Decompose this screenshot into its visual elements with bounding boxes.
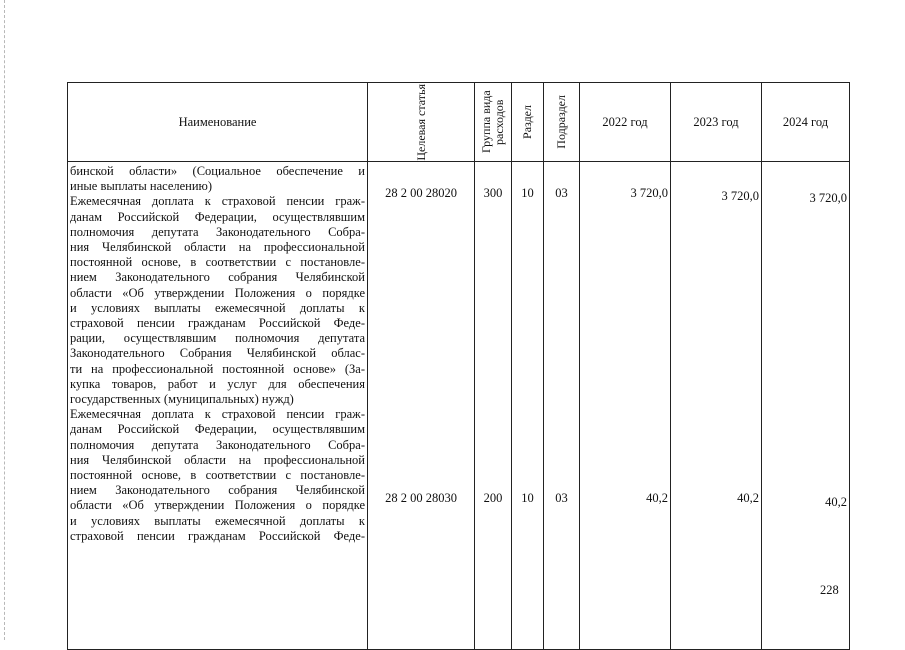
name-line: постоянной основе, в соответствии с постановле- (70, 255, 365, 270)
header-expense-group (475, 83, 512, 162)
name-line: рации, осуществлявшим полномочия депутата (70, 331, 365, 346)
name-text (70, 164, 365, 544)
row-1-subsection: 03 (555, 186, 568, 200)
row-2-section: 10 (521, 491, 534, 505)
header-expense-group-label: Группа вида расходов (479, 90, 506, 154)
name-line: и условиях выплаты ежемесячной доплаты к (70, 300, 365, 315)
name-line: области «Об утверждении Положения о порядке (70, 498, 365, 513)
name-line: нием Законодательного собрания Челябинской (70, 483, 365, 498)
page-number: 228 (820, 583, 839, 597)
table-header-row (68, 83, 850, 162)
row-1-year-2023: 3 720,0 (721, 189, 759, 203)
row-2-target-article: 28 2 00 28030 (385, 491, 457, 505)
name-line: страховой пенсии гражданам Российской Феде- (70, 316, 365, 331)
year-2023-cell (671, 162, 762, 650)
name-line: Ежемесячная доплата к страховой пенсии граж- (70, 407, 365, 422)
name-line: Законодательного Собрания Челябинской облас- (70, 346, 365, 361)
name-line: постоянной основе, в соответствии с постановле- (70, 468, 365, 483)
budget-table (67, 82, 850, 650)
row-1-section: 10 (521, 186, 534, 200)
name-line: и условиях выплаты ежемесячной доплаты к (70, 513, 365, 528)
name-line: купка товаров, работ и услуг для обеспечения (70, 376, 365, 391)
name-line: области «Об утверждении Положения о порядке (70, 285, 365, 300)
name-line: Ежемесячная доплата к страховой пенсии граж- (70, 194, 365, 209)
header-year-2024: 2024 год (762, 83, 850, 162)
name-line: иные выплаты населению) (70, 179, 213, 194)
header-name: Наименование (68, 83, 368, 162)
header-target-article (368, 83, 475, 162)
header-target-article-label: Целевая статья (413, 83, 428, 161)
name-line: страховой пенсии гражданам Российской Феде- (70, 528, 365, 543)
name-line: бинской области» (Социальное обеспечение и (70, 164, 365, 178)
header-year-2023: 2023 год (671, 83, 762, 162)
row-1-target-article: 28 2 00 28020 (385, 186, 457, 200)
name-line: данам Российской Федерации, осуществлявшим (70, 422, 365, 437)
row-1-year-2022: 3 720,0 (630, 186, 668, 200)
expense-group-cell (475, 162, 512, 650)
row-2-year-2022: 40,2 (646, 491, 668, 505)
table-body-row (68, 162, 850, 650)
name-line: ния Челябинской области на профессиональной (70, 452, 365, 467)
row-1-expense-group: 300 (483, 186, 503, 200)
row-2-subsection: 03 (555, 491, 568, 505)
row-2-year-2024: 40,2 (825, 495, 847, 509)
name-line: полномочия депутата Законодательного Собра- (70, 224, 365, 239)
header-subsection (544, 83, 580, 162)
name-line: полномочия депутата Законодательного Собра- (70, 437, 365, 452)
header-section (512, 83, 544, 162)
scan-edge-line (4, 0, 6, 640)
year-2022-cell (580, 162, 671, 650)
name-line: нием Законодательного собрания Челябинской (70, 270, 365, 285)
target-article-cell (368, 162, 475, 650)
row-1-year-2024: 3 720,0 (809, 191, 847, 205)
subsection-cell (544, 162, 580, 650)
header-subsection-label: Подраздел (554, 95, 568, 149)
name-cell (68, 162, 368, 650)
name-line: ния Челябинской области на профессиональной (70, 240, 365, 255)
row-2-expense-group: 200 (483, 491, 503, 505)
header-section-label: Раздел (520, 105, 534, 139)
name-line: ти на профессиональной постоянной основе» (За- (70, 361, 365, 376)
year-2024-cell (762, 162, 850, 650)
row-2-year-2023: 40,2 (737, 491, 759, 505)
section-cell (512, 162, 544, 650)
name-line: данам Российской Федерации, осуществлявшим (70, 209, 365, 224)
name-line: государственных (муниципальных) нужд) (70, 392, 294, 407)
header-year-2022: 2022 год (580, 83, 671, 162)
